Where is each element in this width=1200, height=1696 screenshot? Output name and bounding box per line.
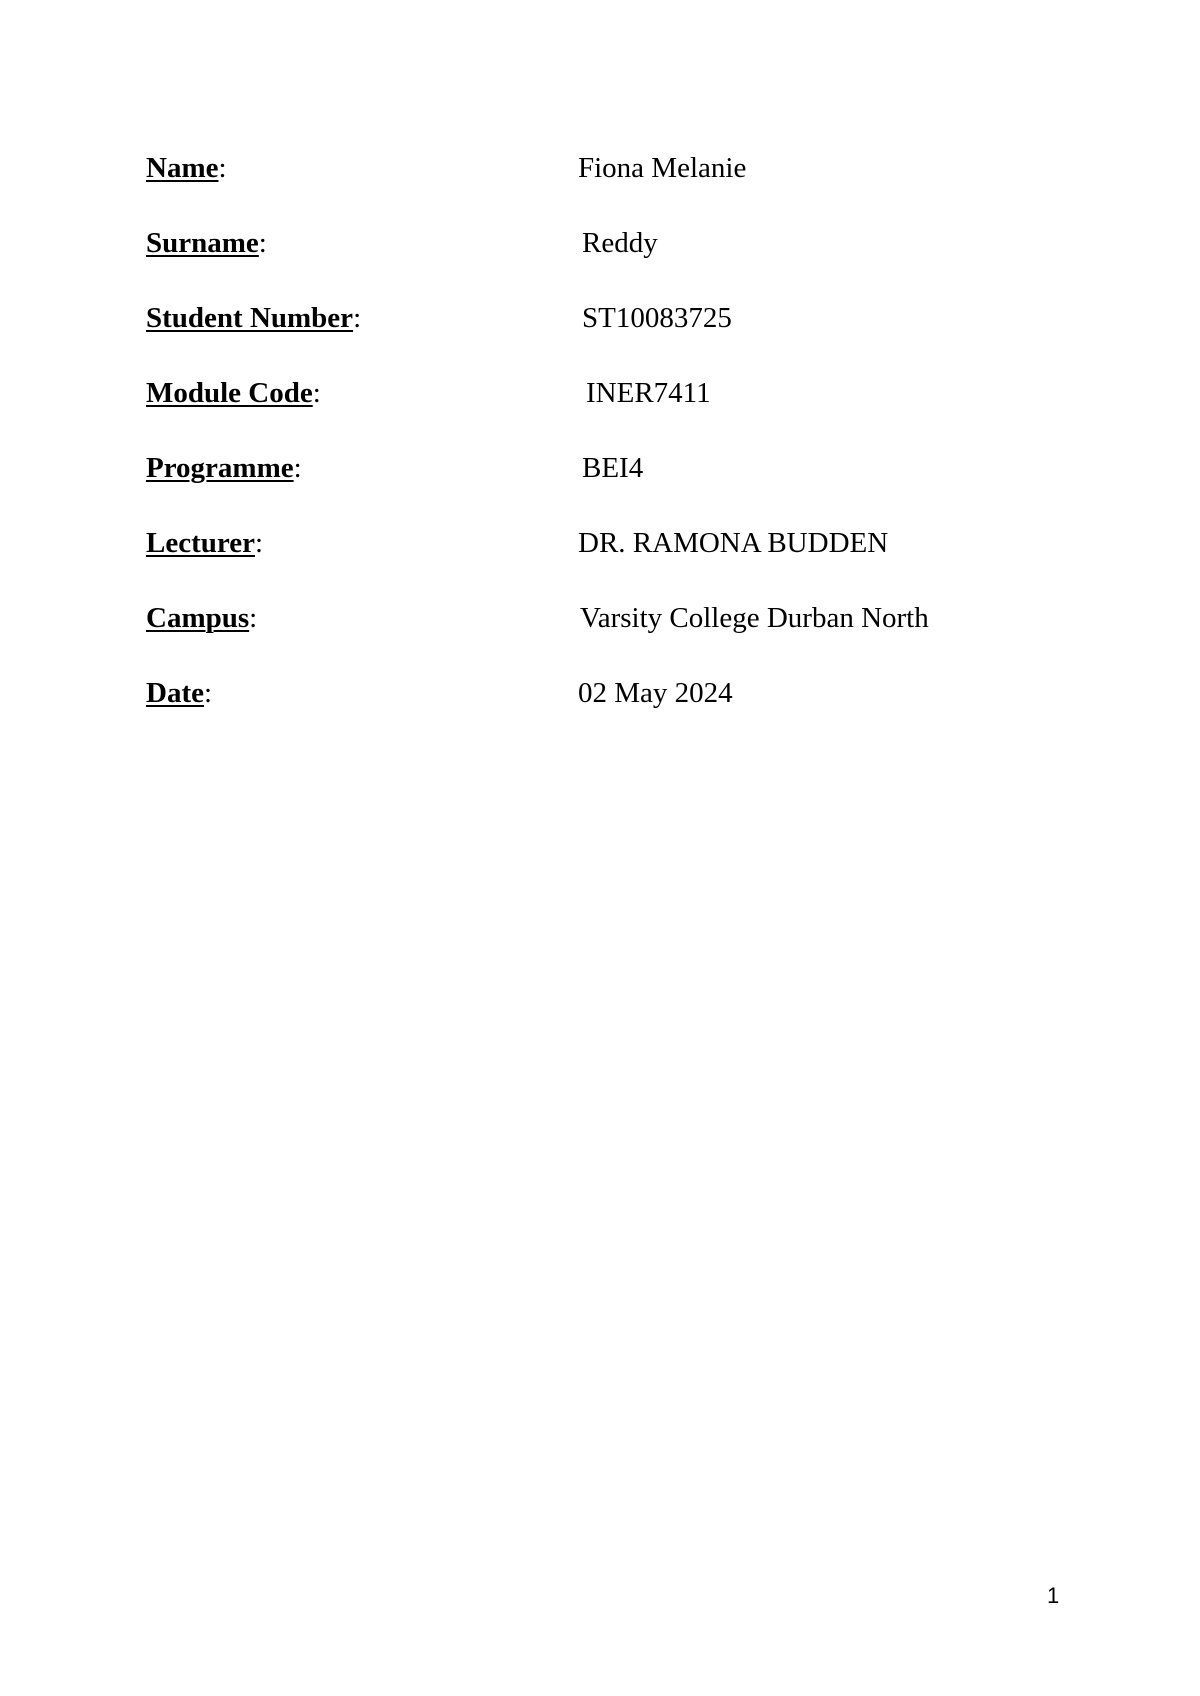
module-code-label: Module Code: bbox=[146, 377, 321, 409]
name-value: Fiona Melanie bbox=[578, 152, 747, 184]
programme-value: BEI4 bbox=[582, 452, 644, 484]
campus-value: Varsity College Durban North bbox=[580, 602, 929, 634]
date-value: 02 May 2024 bbox=[578, 677, 733, 709]
info-row-module-code bbox=[146, 373, 1046, 448]
surname-label: Surname: bbox=[146, 227, 267, 259]
info-row-programme bbox=[146, 448, 1046, 523]
lecturer-label: Lecturer: bbox=[146, 527, 264, 559]
info-row-student-number bbox=[146, 298, 1046, 373]
cover-info-list bbox=[146, 148, 1046, 748]
module-code-value: INER7411 bbox=[586, 377, 711, 409]
lecturer-value: DR. RAMONA BUDDEN bbox=[578, 527, 889, 559]
page-number: 1 bbox=[1047, 1583, 1060, 1608]
programme-label: Programme: bbox=[146, 452, 302, 484]
info-row-lecturer bbox=[146, 523, 1046, 598]
student-number-value: ST10083725 bbox=[582, 302, 732, 334]
date-label: Date: bbox=[146, 677, 213, 709]
info-row-surname bbox=[146, 223, 1046, 298]
campus-label: Campus: bbox=[146, 602, 258, 634]
info-row-campus bbox=[146, 598, 1046, 673]
name-label: Name: bbox=[146, 152, 227, 184]
info-row-date bbox=[146, 673, 1046, 748]
info-row-name bbox=[146, 148, 1046, 223]
surname-value: Reddy bbox=[582, 227, 658, 259]
student-number-label: Student Number: bbox=[146, 302, 362, 334]
